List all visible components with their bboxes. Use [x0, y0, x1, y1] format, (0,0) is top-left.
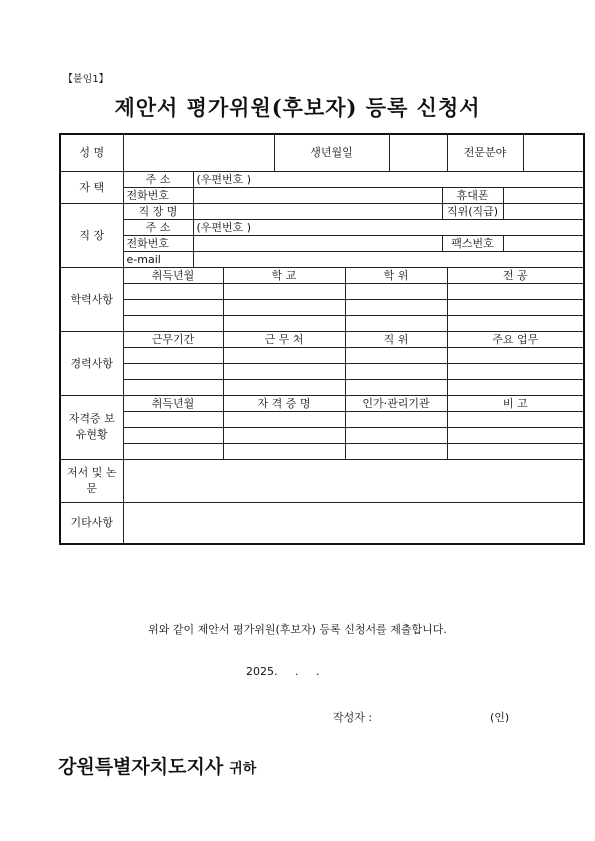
- work-postal-label: (우편번호 ): [196, 220, 252, 234]
- career-cell[interactable]: [223, 347, 345, 363]
- birth-field[interactable]: [389, 134, 447, 171]
- education-header: 전 공: [447, 267, 584, 283]
- other-label: 기타사항: [60, 502, 123, 544]
- certificates-section-label: 자격증 보유현황: [60, 395, 123, 459]
- education-cell[interactable]: [447, 299, 584, 315]
- certificates-cell[interactable]: [223, 411, 345, 427]
- fax-field[interactable]: [503, 235, 584, 251]
- other-field[interactable]: [123, 502, 584, 544]
- home-address-field[interactable]: [193, 171, 584, 187]
- position-label: 직위(직급): [442, 203, 503, 219]
- education-section-label: 학력사항: [60, 267, 123, 331]
- education-cell[interactable]: [345, 315, 447, 331]
- education-cell[interactable]: [223, 299, 345, 315]
- career-header: 직 위: [345, 331, 447, 347]
- education-cell[interactable]: [123, 283, 223, 299]
- recipient: [58, 752, 256, 779]
- education-cell[interactable]: [223, 315, 345, 331]
- certificates-cell[interactable]: [223, 443, 345, 459]
- publications-label: 저서 및 논문: [60, 459, 123, 502]
- career-cell[interactable]: [345, 363, 447, 379]
- career-cell[interactable]: [447, 363, 584, 379]
- home-phone-field[interactable]: [193, 187, 442, 203]
- email-field[interactable]: [193, 251, 584, 267]
- name-field[interactable]: [123, 134, 274, 171]
- work-label: 직 장: [60, 203, 123, 267]
- work-phone-field[interactable]: [193, 235, 442, 251]
- birth-label: 생년월일: [274, 134, 389, 171]
- home-phone-label: 전화번호: [123, 187, 193, 203]
- publications-field[interactable]: [123, 459, 584, 502]
- education-cell[interactable]: [345, 299, 447, 315]
- career-cell[interactable]: [345, 379, 447, 395]
- declaration-text: 위와 같이 제안서 평가위원(후보자) 등록 신청서를 제출합니다.: [148, 623, 447, 636]
- certificates-cell[interactable]: [345, 443, 447, 459]
- home-label: 자 택: [60, 171, 123, 203]
- certificates-cell[interactable]: [123, 427, 223, 443]
- certificates-cell[interactable]: [447, 411, 584, 427]
- work-address-label: 주 소: [123, 219, 193, 235]
- certificates-header: 자 격 증 명: [223, 395, 345, 411]
- education-cell[interactable]: [123, 299, 223, 315]
- certificates-header: 비 고: [447, 395, 584, 411]
- education-header: 학 위: [345, 267, 447, 283]
- page-title: 제안서 평가위원(후보자) 등록 신청서: [114, 95, 481, 120]
- career-cell[interactable]: [223, 379, 345, 395]
- career-cell[interactable]: [447, 347, 584, 363]
- recipient-name: 강원특별자치도지사: [58, 756, 224, 778]
- career-cell[interactable]: [123, 379, 223, 395]
- company-label: 직 장 명: [123, 203, 193, 219]
- fax-label: 팩스번호: [442, 235, 503, 251]
- home-postal-label: (우편번호 ): [196, 172, 252, 186]
- education-cell[interactable]: [447, 283, 584, 299]
- mobile-label: 휴대폰: [442, 187, 503, 203]
- certificates-header: 취득년월: [123, 395, 223, 411]
- career-cell[interactable]: [123, 363, 223, 379]
- career-cell[interactable]: [123, 347, 223, 363]
- work-address-field[interactable]: [193, 219, 584, 235]
- career-section-label: 경력사항: [60, 331, 123, 395]
- field-label: 전문분야: [447, 134, 523, 171]
- education-cell[interactable]: [223, 283, 345, 299]
- name-label: 성 명: [60, 134, 123, 171]
- attachment-label: 【붙임1】: [63, 74, 109, 85]
- certificates-cell[interactable]: [447, 443, 584, 459]
- home-address-label: 주 소: [123, 171, 193, 187]
- education-header: 취득년월: [123, 267, 223, 283]
- date-line: 2025. . .: [246, 665, 320, 678]
- career-header: 근무기간: [123, 331, 223, 347]
- email-label: e-mail: [123, 251, 193, 267]
- position-field[interactable]: [503, 203, 584, 219]
- seal-label: (인): [490, 711, 510, 724]
- certificates-header: 인가·관리기관: [345, 395, 447, 411]
- education-cell[interactable]: [345, 283, 447, 299]
- work-phone-label: 전화번호: [123, 235, 193, 251]
- education-cell[interactable]: [447, 315, 584, 331]
- career-header: 근 무 처: [223, 331, 345, 347]
- career-cell[interactable]: [447, 379, 584, 395]
- field-field[interactable]: [523, 134, 584, 171]
- certificates-cell[interactable]: [447, 427, 584, 443]
- application-form: [59, 133, 585, 545]
- certificates-cell[interactable]: [345, 427, 447, 443]
- certificates-cell[interactable]: [223, 427, 345, 443]
- career-header: 주요 업무: [447, 331, 584, 347]
- recipient-honorific: 귀하: [229, 761, 257, 777]
- career-cell[interactable]: [345, 347, 447, 363]
- career-cell[interactable]: [223, 363, 345, 379]
- certificates-cell[interactable]: [123, 443, 223, 459]
- education-header: 학 교: [223, 267, 345, 283]
- writer-label: 작성자 :: [333, 711, 373, 724]
- certificates-cell[interactable]: [345, 411, 447, 427]
- mobile-field[interactable]: [503, 187, 584, 203]
- company-field[interactable]: [193, 203, 442, 219]
- education-cell[interactable]: [123, 315, 223, 331]
- certificates-cell[interactable]: [123, 411, 223, 427]
